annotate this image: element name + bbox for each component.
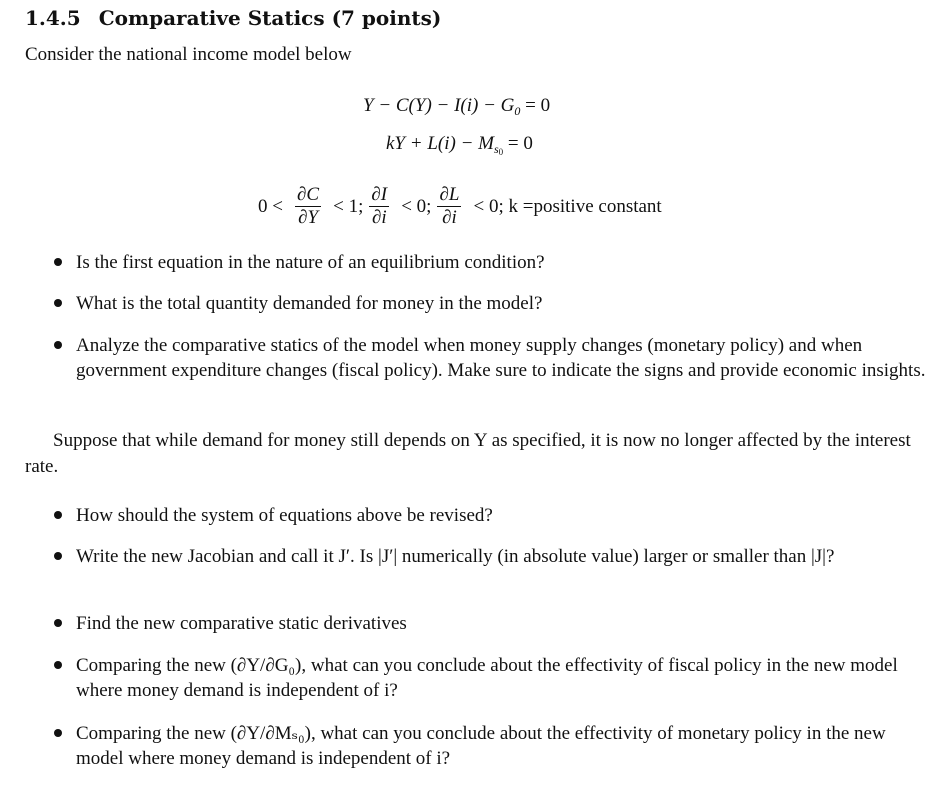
list-item bbox=[76, 721, 926, 771]
model-conditions bbox=[258, 184, 662, 236]
question-text: What is the total quantity demanded for money in the model? bbox=[76, 293, 543, 314]
fraction-dI-di bbox=[369, 184, 389, 229]
list-item bbox=[76, 653, 926, 703]
question-text: Is the first equation in the nature of an equilibrium condition? bbox=[76, 252, 545, 273]
bullet-icon bbox=[54, 552, 62, 560]
bullet-icon bbox=[54, 619, 62, 627]
fraction-dI-di-numerator: ∂I bbox=[371, 184, 388, 205]
section-number: 1.4.5 bbox=[25, 6, 81, 30]
list-item bbox=[76, 250, 926, 275]
equation-2-body: kY + L(i) − M bbox=[386, 133, 494, 154]
positive-constant-text: positive constant bbox=[533, 195, 662, 217]
question-text: Comparing the new (∂Y/∂G₀), what can you conclude about the effectivity of fiscal policy in the new model where money demand is independent of i? bbox=[76, 655, 898, 701]
bullet-icon bbox=[54, 258, 62, 266]
intro-text: Consider the national income model below bbox=[25, 44, 352, 65]
bullet-icon bbox=[54, 299, 62, 307]
equation-1-rhs: = 0 bbox=[520, 95, 551, 116]
question-text: Comparing the new (∂Y/∂Mₛ₀), what can you conclude about the effectivity of monetary policy in the new model where money demand is independent of i? bbox=[76, 723, 886, 769]
fraction-dL-di-numerator: ∂L bbox=[439, 184, 460, 205]
equation-2-rhs: = 0 bbox=[503, 133, 533, 154]
fraction-dC-dY-denominator: ∂Y bbox=[295, 206, 321, 229]
list-item bbox=[76, 503, 926, 528]
fraction-dC-dY-numerator: ∂C bbox=[297, 184, 320, 205]
equation-2-sub-s: s bbox=[493, 142, 499, 156]
question-text: Write the new Jacobian and call it J′. Is |J′| numerically (in absolute value) larger or smaller than |J|? bbox=[76, 546, 835, 567]
question-text: How should the system of equations above be revised? bbox=[76, 505, 493, 526]
bullet-icon bbox=[54, 341, 62, 349]
equation-2-sub-0: 0 bbox=[498, 147, 504, 157]
paragraph-text: Suppose that while demand for money still depends on Y as specified, it is now no longer affected by the interest rate. bbox=[25, 430, 911, 477]
list-item bbox=[76, 291, 926, 316]
bullet-icon bbox=[54, 661, 62, 669]
condition-lt-zero-1: < 0; bbox=[401, 195, 432, 217]
condition-lt-zero-k: < 0; k = bbox=[473, 195, 534, 217]
list-item bbox=[76, 544, 926, 569]
equation-2 bbox=[386, 133, 533, 157]
fraction-dL-di-denominator: ∂i bbox=[437, 206, 461, 229]
question-text: Find the new comparative static derivatives bbox=[76, 613, 407, 634]
equation-1-body: Y − C(Y) − I(i) − G bbox=[363, 95, 515, 116]
list-item bbox=[76, 611, 926, 636]
fraction-dC-dY bbox=[295, 184, 321, 229]
fraction-dL-di bbox=[437, 184, 461, 229]
list-item bbox=[76, 333, 926, 383]
condition-lt-one: < 1; bbox=[333, 195, 364, 217]
fraction-dI-di-denominator: ∂i bbox=[369, 206, 389, 229]
equation-1-subscript: 0 bbox=[514, 104, 521, 118]
question-text: Analyze the comparative statics of the model when money supply changes (monetary policy) and when government expenditure changes (fiscal policy). Make sure to indicate the signs and provide economic insights. bbox=[76, 335, 926, 381]
bullet-icon bbox=[54, 511, 62, 519]
equation-2-subscript bbox=[494, 142, 503, 156]
section-title: Comparative Statics (7 points) bbox=[98, 6, 442, 30]
equation-1 bbox=[363, 95, 550, 119]
assumption-paragraph bbox=[25, 428, 925, 480]
section-heading bbox=[25, 6, 441, 30]
bullet-icon bbox=[54, 729, 62, 737]
condition-zero-lt: 0 < bbox=[258, 195, 283, 217]
